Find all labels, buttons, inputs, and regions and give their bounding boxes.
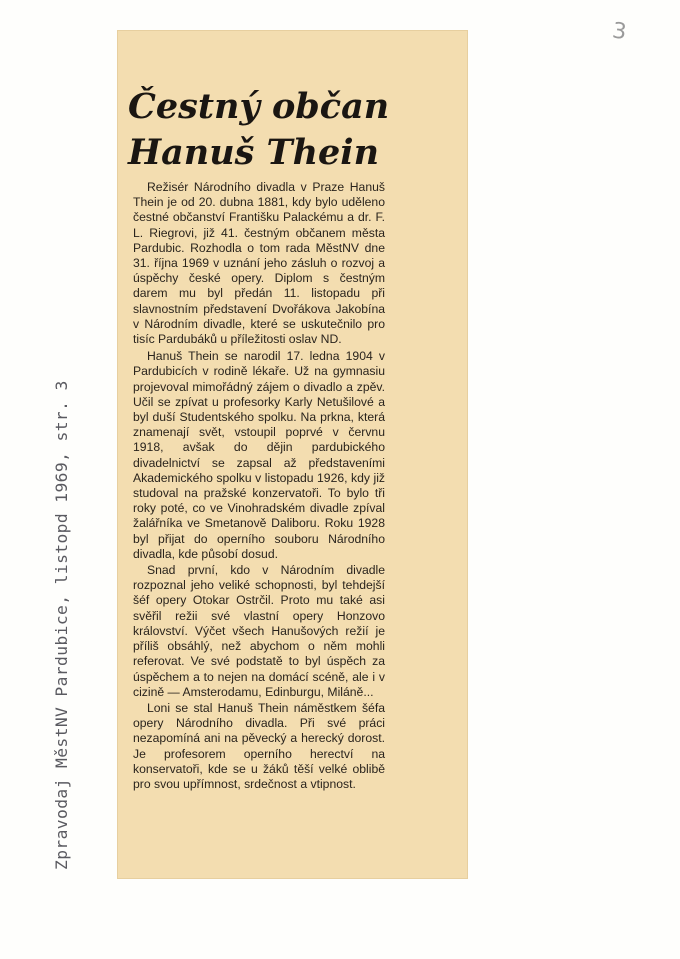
source-note [52, 380, 71, 882]
article-paragraph: Hanuš Thein se narodil 17. ledna 1904 v Pardubicích v rodině lékaře. Už na gymnasiu projevoval mimořádný zájem o divadlo a zpěv. Učil se zpívat u profesorky Karly Netušilové a byl duší Studentského spolku. Na prkna, která znamenají svět, vstoupil poprvé v červnu 1918, avšak do dějin pardubického divadelnictví se zapsal až představeními Akademického spolku v listopadu 1926, kdy již studoval na pražské konzervatoři. To bylo tři roky poté, co ve Vinohradském divadle zpíval žalářníka ve Smetanově Daliboru. Roku 1928 byl přijat do operního souboru Národního divadla, kde působí dosud. [133, 349, 385, 561]
article-paragraph: Režisér Národního divadla v Praze Hanuš Thein je od 20. dubna 1881, kdy bylo uděleno čestné občanství Františku Palackému a dr. F. L. Riegrovi, již 41. čestným občanem města Pardubic. Rozhodla o tom rada MěstNV dne 31. října 1969 v uznání jeho zásluh o rozvoj a úspěchy české opery. Diplom s čestným darem mu byl předán 11. listopadu při slavnostním představení Dvořákova Jakobína v Národním divadle, které se uskutečnilo pro tisíc Pardubáků u příležitosti oslav ND. [133, 180, 385, 347]
article-paragraph: Loni se stal Hanuš Thein náměstkem šéfa opery Národního divadla. Při své práci nezapomíná ani na pěvecký a herecký dorost. Je profesorem operního herectví na konservatoři, kde se u žáků těší velké oblibě pro svou upřímnost, srdečnost a vtipnost. [133, 700, 385, 791]
source-note-text: Zpravodaj MěstNV Pardubice, listopd 1969, str. 3 [52, 380, 71, 870]
article-title: Čestný občan Hanuš Thein [128, 86, 390, 173]
article-paragraph: Snad první, kdo v Národním divadle rozpoznal jeho veliké schopnosti, byl tehdejší šéf opery Otokar Ostrčil. Proto mu také asi svěřil režii své vlastní opery Honzovo království. Výčet všech Hanušových režií je příliš obsáhlý, než abychom o něm mohli referovat. Ve své podstatě to byl úspěch za úspěchem a to nejen na domácí scéně, ale i v cizině — Amsterodamu, Edinburgu, Miláně... [133, 563, 385, 699]
article-body [133, 180, 385, 793]
page-number: 3 [610, 18, 629, 46]
